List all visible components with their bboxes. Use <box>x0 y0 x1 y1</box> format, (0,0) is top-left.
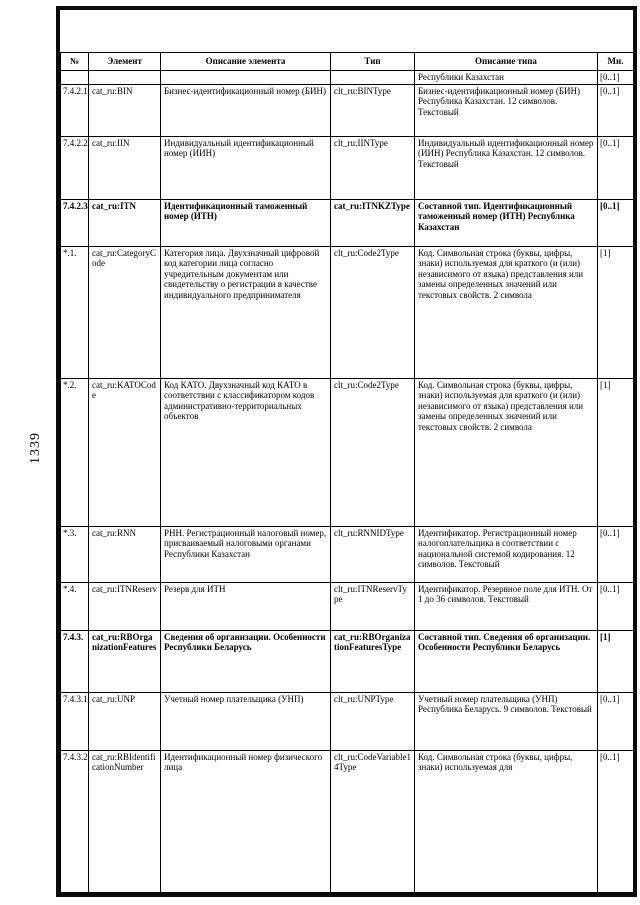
cell-type: clt_ru:BINType <box>331 84 415 136</box>
cell-type: clt_ru:Code2Type <box>331 378 415 526</box>
cell-element-desc: Сведения об организации. Особенности Республики Беларусь <box>161 630 331 692</box>
col-header-mult: Мн. <box>598 53 634 71</box>
cell-type: clt_ru:IINType <box>331 136 415 199</box>
cell-element-desc: РНН. Регистрационный налоговый номер, присваиваемый налоговыми органами Республики Казахстан <box>161 526 331 582</box>
cell-mult: [1] <box>598 378 634 526</box>
cell-element-desc: Индивидуальный идентификационный номер (ИИН) <box>161 136 331 199</box>
cell-type-desc: Составной тип. Идентификационный таможенный номер (ИТН) Республика Казахстан <box>415 199 598 246</box>
table-row <box>61 750 634 892</box>
cell-type: clt_ru:CodeVariable14Type <box>331 750 415 892</box>
cell-num: *.4. <box>61 582 89 630</box>
cell-type: clt_ru:Code2Type <box>331 246 415 378</box>
page-number: 1339 <box>28 432 43 464</box>
table-row <box>61 526 634 582</box>
cell-element-desc <box>161 70 331 84</box>
cell-mult: [0..1] <box>598 136 634 199</box>
cell-element: cat_ru:RNN <box>89 526 161 582</box>
cell-element: cat_ru:BIN <box>89 84 161 136</box>
table-row <box>61 692 634 750</box>
cell-element-desc: Резерв для ИТН <box>161 582 331 630</box>
cell-element: cat_ru:IIN <box>89 136 161 199</box>
header-row <box>61 53 634 71</box>
cell-mult: [0..1] <box>598 750 634 892</box>
cell-type-desc: Бизнес-идентификационный номер (БИН) Республика Казахстан. 12 символов. Текстовый <box>415 84 598 136</box>
cell-element-desc: Идентификационный таможенный номер (ИТН) <box>161 199 331 246</box>
cell-type-desc: Код. Символьная строка (буквы, цифры, знаки) используемая для краткого (и (или) независимого от языка) представления или замены определенных значений или текстовых свойств. 2 символа <box>415 246 598 378</box>
col-header-num: № <box>61 53 89 71</box>
cell-num: *.1. <box>61 246 89 378</box>
table-row <box>61 84 634 136</box>
cell-mult: [0..1] <box>598 692 634 750</box>
cell-type: cat_ru:RBOrganizationFeaturesType <box>331 630 415 692</box>
cell-mult: [0..1] <box>598 70 634 84</box>
cell-num: 7.4.3.1 <box>61 692 89 750</box>
top-margin <box>60 10 633 52</box>
cell-element: cat_ru:KATOCode <box>89 378 161 526</box>
cell-element-desc: Учетный номер плательщика (УНП) <box>161 692 331 750</box>
cell-type-desc: Код. Символьная строка (буквы, цифры, знаки) используемая для краткого (и (или) независимого от языка) представления или замены определенных значений или текстовых свойств. 2 символа <box>415 378 598 526</box>
cell-element: cat_ru:UNP <box>89 692 161 750</box>
cell-type: clt_ru:ITNReservType <box>331 582 415 630</box>
table-row <box>61 136 634 199</box>
cell-type <box>331 70 415 84</box>
cell-mult: [0..1] <box>598 526 634 582</box>
cell-element <box>89 70 161 84</box>
cell-element-desc: Код КАТО. Двухзначный код КАТО в соответствии с классификатором кодов административно-территориальных объектов <box>161 378 331 526</box>
cell-type-desc: Составной тип. Сведения об организации. Особенности Республики Беларусь <box>415 630 598 692</box>
table-row <box>61 630 634 692</box>
cell-type-desc: Учетный номер плательщика (УНП) Республика Беларусь. 9 символов. Текстовый <box>415 692 598 750</box>
cell-mult: [0..1] <box>598 84 634 136</box>
cell-mult: [1] <box>598 630 634 692</box>
cell-mult: [1] <box>598 246 634 378</box>
cell-element-desc: Бизнес-идентификационный номер (БИН) <box>161 84 331 136</box>
spec-table <box>60 52 634 893</box>
col-header-element-desc: Описание элемента <box>161 53 331 71</box>
cell-element: cat_ru:RBIdentificationNumber <box>89 750 161 892</box>
cell-num: 7.4.3. <box>61 630 89 692</box>
cell-type: clt_ru:UNPType <box>331 692 415 750</box>
table-row <box>61 199 634 246</box>
cell-type-desc: Идентификатор. Регистрационный номер налогоплательщика в соответствии с национальной системой кодирования. 12 символов. Текстовый <box>415 526 598 582</box>
cell-element: cat_ru:ITNReserv <box>89 582 161 630</box>
cell-type: clt_ru:RNNIDType <box>331 526 415 582</box>
cell-element-desc: Идентификационный номер физического лица <box>161 750 331 892</box>
cell-mult: [0..1] <box>598 199 634 246</box>
cell-num: 7.4.2.3 <box>61 199 89 246</box>
cell-mult: [0..1] <box>598 582 634 630</box>
cell-element: cat_ru:CategoryCode <box>89 246 161 378</box>
cell-element-desc: Категория лица. Двухзначный цифровой код категории лица согласно учредительным документам или свидетельству о регистрации в качестве индивидуального предпринимателя <box>161 246 331 378</box>
cell-num <box>61 70 89 84</box>
cell-num: 7.4.2.1 <box>61 84 89 136</box>
cell-num: 7.4.3.2 <box>61 750 89 892</box>
table-row <box>61 70 634 84</box>
cell-element: cat_ru:ITN <box>89 199 161 246</box>
cell-type-desc: Код. Символьная строка (буквы, цифры, знаки) используемая для <box>415 750 598 892</box>
table-row <box>61 582 634 630</box>
cell-num: 7.4.2.2 <box>61 136 89 199</box>
cell-element: cat_ru:RBOrganizationFeatures <box>89 630 161 692</box>
table-row <box>61 246 634 378</box>
table-row <box>61 378 634 526</box>
col-header-element: Элемент <box>89 53 161 71</box>
cell-type-desc: Республики Казахстан <box>415 70 598 84</box>
cell-num: *.2. <box>61 378 89 526</box>
scan-frame <box>56 6 637 897</box>
cell-type-desc: Идентификатор. Резервное поле для ИТН. От 1 до 36 символов. Текстовый <box>415 582 598 630</box>
cell-type: cat_ru:ITNKZType <box>331 199 415 246</box>
cell-num: *.3. <box>61 526 89 582</box>
col-header-type-desc: Описание типа <box>415 53 598 71</box>
cell-type-desc: Индивидуальный идентификационный номер (ИИН) Республика Казахстан. 12 символов. Текстовый <box>415 136 598 199</box>
col-header-type: Тип <box>331 53 415 71</box>
